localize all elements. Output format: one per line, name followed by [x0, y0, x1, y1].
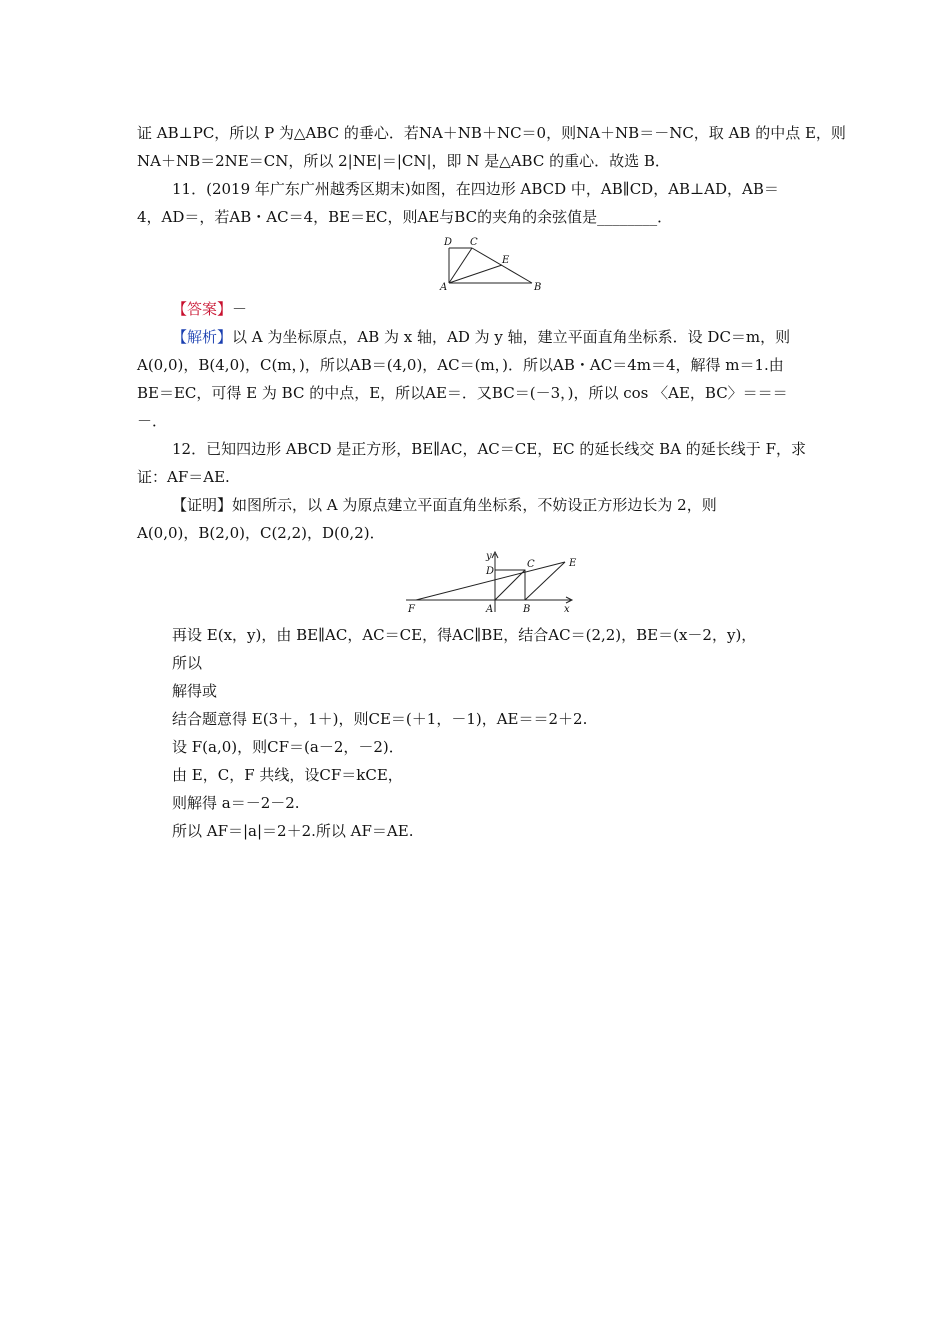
analysis-line	[172, 327, 790, 347]
step-line: 所以 AF＝|a|＝2＋2.所以 AF＝AE.	[172, 822, 414, 840]
fig2-label-A: A	[486, 604, 494, 615]
fig2-label-D: D	[486, 566, 495, 577]
proof-text: 如图所示，以 A 为原点建立平面直角坐标系，不妨设正方形边长为 2，则	[232, 496, 717, 514]
analysis-text: 以 A 为坐标原点，AB 为 x 轴，AD 为 y 轴，建立平面直角坐标系．设 DC＝m，则	[232, 328, 791, 346]
step-line: 则解得 a＝－2－2.	[172, 794, 300, 812]
fig2-label-B: B	[523, 604, 531, 615]
answer-line	[172, 299, 247, 319]
fig1-label-E: E	[502, 255, 510, 266]
question-12-line: 12．已知四边形 ABCD 是正方形，BE∥AC，AC＝CE，EC 的延长线交 BA 的延长线于 F，求	[172, 440, 806, 458]
fig2-label-C: C	[527, 559, 535, 570]
step-line: 所以	[172, 654, 203, 672]
fig2-label-E: E	[569, 558, 577, 569]
text-line: 证 AB⊥PC，所以 P 为△ABC 的垂心．若NA＋NB＋NC＝0，则NA＋NB＝－NC，取 AB 的中点 E，则	[137, 124, 846, 142]
step-line: 设 F(a,0)，则CF＝(a－2，－2)．	[172, 738, 404, 756]
fig2-label-x: x	[564, 604, 570, 615]
analysis-line: A(0,0)，B(4,0)，C(m，)，所以AB＝(4,0)，AC＝(m，)．所以AB・AC＝4m＝4，解得 m＝1.由	[137, 356, 784, 374]
step-line: 解得或	[172, 682, 218, 700]
fig1-label-A: A	[440, 282, 448, 293]
analysis-tag: 【解析】	[172, 328, 233, 346]
text-line: NA＋NB＝2NE＝CN，所以 2|NE|＝|CN|，即 N 是△ABC 的重心．故选 B．	[137, 152, 670, 170]
step-line: 由 E，C，F 共线，设CF＝kCE，	[172, 766, 403, 784]
fig1-label-D: D	[444, 237, 453, 248]
proof-tag: 【证明】	[172, 496, 233, 514]
step-line: 再设 E(x，y)，由 BE∥AC，AC＝CE，得AC∥BE，结合AC＝(2,2)，BE＝(x－2，y)，	[172, 626, 757, 644]
fig1-label-B: B	[534, 282, 542, 293]
analysis-line: BE＝EC，可得 E 为 BC 的中点，E，所以AE＝．又BC＝(－3，)，所以 cos 〈AE，BC〉＝＝＝	[137, 384, 788, 402]
fig1-label-C: C	[470, 237, 478, 248]
answer-tag: 【答案】	[172, 300, 233, 318]
proof-line	[172, 495, 717, 515]
answer-text: －	[232, 300, 248, 318]
fig2-label-F: F	[408, 604, 415, 615]
analysis-line: －．	[137, 412, 168, 430]
question-11-line: 4，AD＝，若AB・AC＝4，BE＝EC，则AE与BC的夹角的余弦值是________．	[137, 208, 673, 226]
figure-quadrilateral	[436, 232, 548, 294]
fig2-label-y: y	[486, 551, 492, 562]
question-12-line: 证：AF＝AE.	[137, 468, 230, 486]
proof-line: A(0,0)，B(2,0)，C(2,2)，D(0,2)．	[137, 524, 385, 542]
figure-square-coordinate	[402, 548, 584, 616]
question-11-line: 11．(2019 年广东广州越秀区期末)如图，在四边形 ABCD 中，AB∥CD，AB⊥AD，AB＝	[172, 180, 779, 198]
step-line: 结合题意得 E(3＋，1＋)，则CE＝(＋1，－1)，AE＝＝2＋2.	[172, 710, 588, 728]
